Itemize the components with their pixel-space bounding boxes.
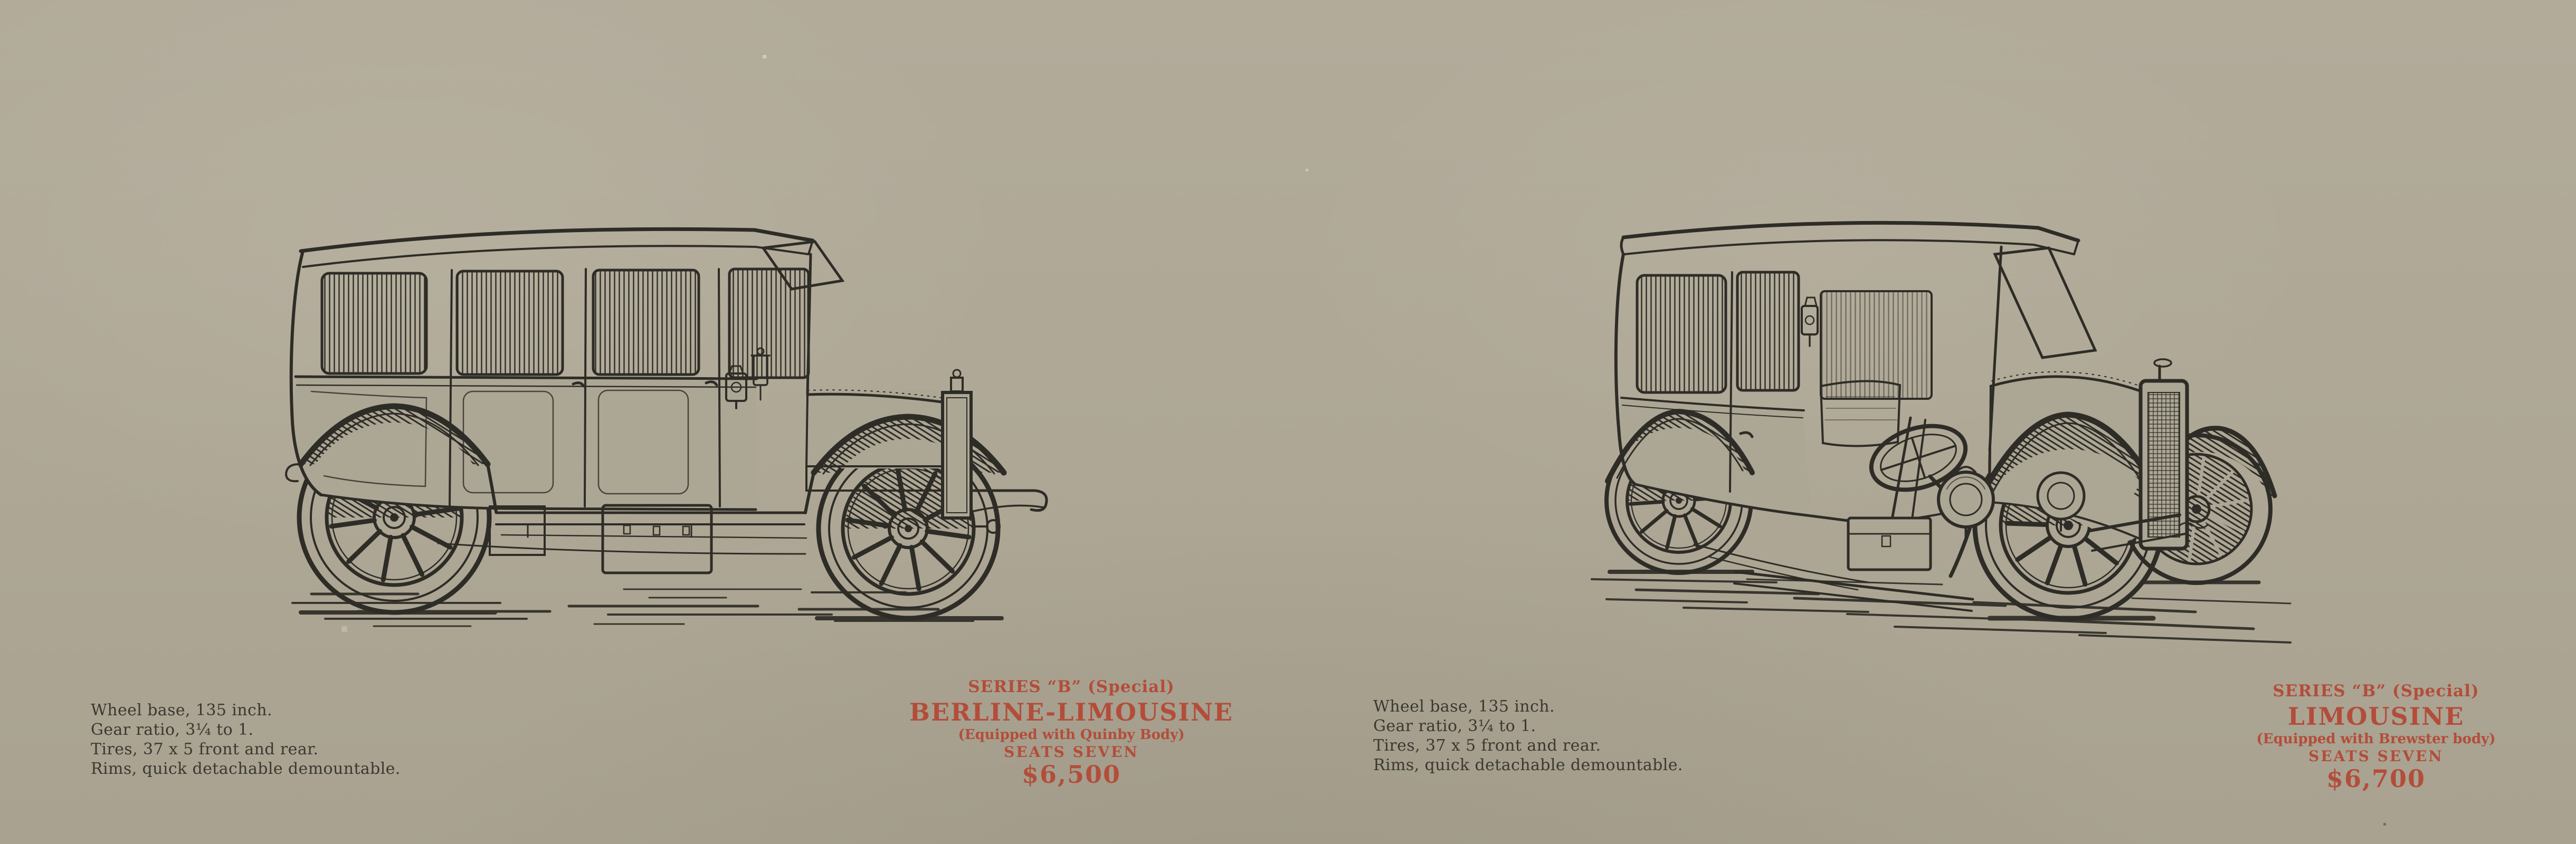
rear-quarter-window: [322, 273, 426, 373]
series-label: SERIES “B” (Special): [2273, 682, 2479, 701]
price: $6,500: [1021, 760, 1121, 789]
spec-line: Rims, quick detachable demountable.: [91, 760, 401, 778]
side-lamp: [1802, 298, 1818, 346]
running-board: [1734, 572, 1973, 611]
spec-line: Gear ratio, 3¼ to 1.: [1373, 717, 1536, 735]
front-frame: [971, 491, 1047, 533]
windshield-visor: [1995, 248, 2095, 358]
radiator: [943, 370, 971, 518]
spec-line: Tires, 37 x 5 front and rear.: [91, 740, 319, 759]
roof: [1623, 223, 2078, 241]
right-title-block: [2256, 682, 2495, 792]
underbody-rod: [438, 543, 805, 554]
left-spec-list: [91, 701, 401, 779]
paper-specks: [0, 0, 1, 1]
model-name: BERLINE-LIMOUSINE: [909, 698, 1233, 726]
door-window: [1737, 272, 1799, 390]
front-door-window: [593, 270, 699, 375]
body-equipment: (Equipped with Quinby Body): [958, 727, 1185, 743]
spec-line: Tires, 37 x 5 front and rear.: [1373, 736, 1601, 755]
spec-line: Wheel base, 135 inch.: [91, 701, 272, 720]
tool-box: [1848, 518, 1931, 570]
series-label: SERIES “B” (Special): [968, 677, 1175, 696]
rear-door-window: [457, 271, 563, 375]
spec-line: Wheel base, 135 inch.: [1373, 697, 1555, 716]
spec-line: Gear ratio, 3¼ to 1.: [91, 721, 254, 739]
body-equipment: (Equipped with Brewster body): [2256, 731, 2496, 747]
spec-line: Rims, quick detachable demountable.: [1373, 756, 1683, 774]
model-name: LIMOUSINE: [2287, 702, 2465, 731]
windshield: [729, 269, 809, 378]
trunk: [603, 505, 711, 573]
ground-shadow: [292, 589, 1002, 626]
right-spec-list: [1373, 697, 1683, 775]
tow-loop: [286, 464, 299, 481]
price: $6,700: [2326, 764, 2426, 793]
seating-label: SEATS SEVEN: [2308, 747, 2444, 765]
berline-limousine-illustration: [280, 216, 1103, 638]
rear-quarter-window: [1637, 275, 1726, 392]
limousine-illustration: [1573, 207, 2364, 660]
seating-label: SEATS SEVEN: [1004, 743, 1139, 761]
left-title-block: [909, 677, 1233, 788]
